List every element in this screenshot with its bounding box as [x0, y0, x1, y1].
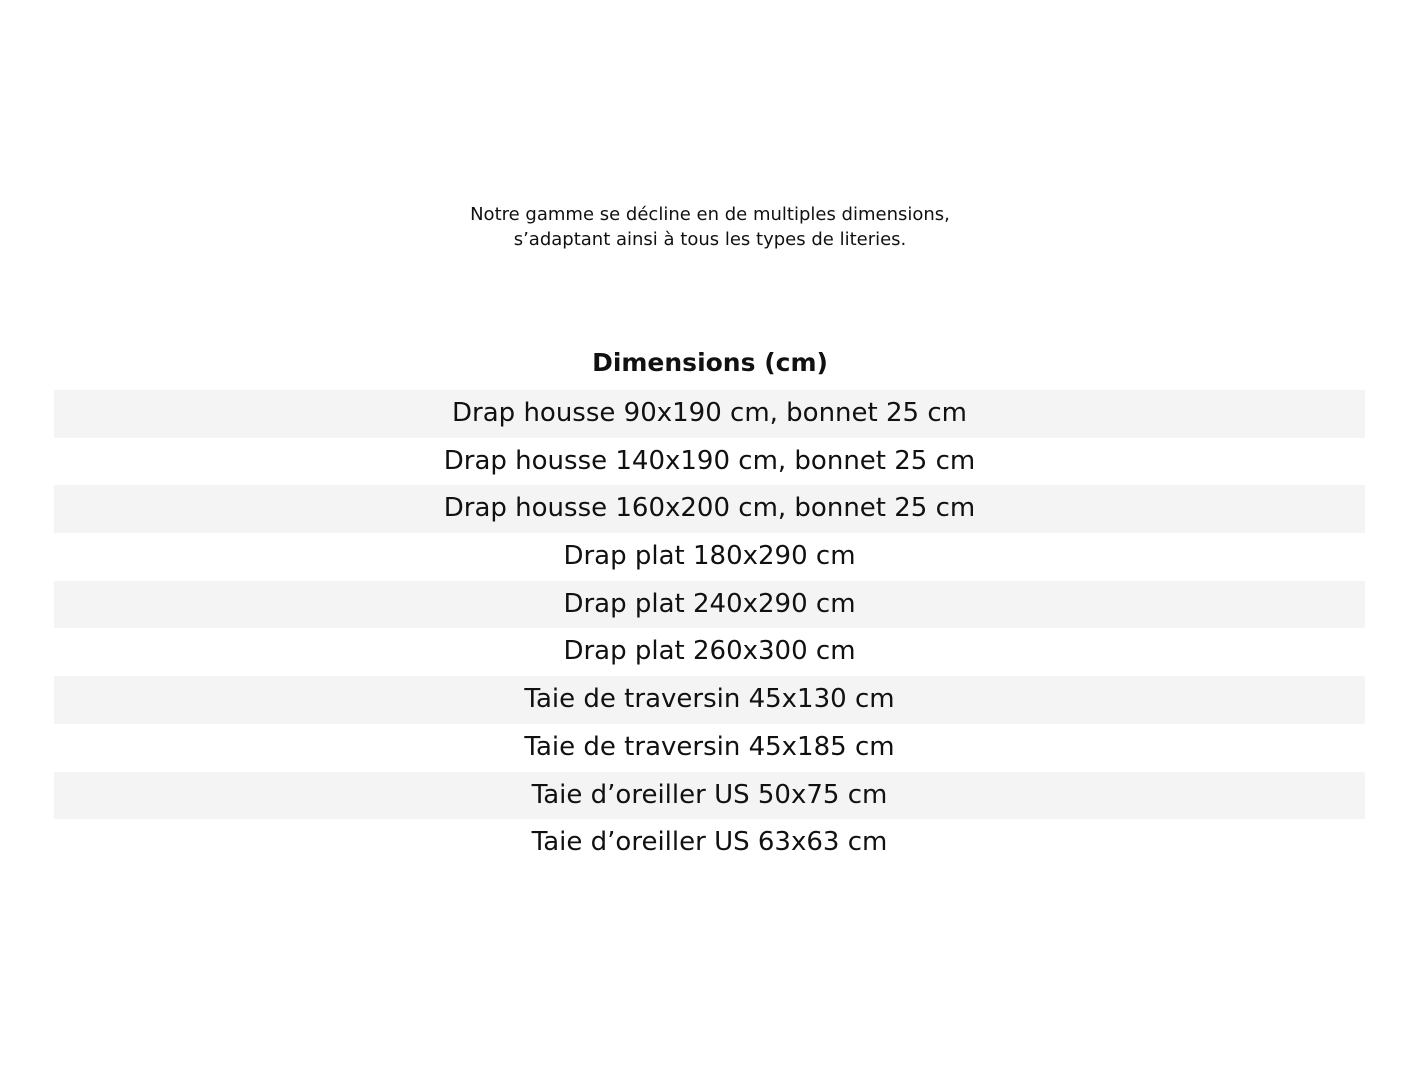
dimension-row: Taie de traversin 45x130 cm — [54, 676, 1365, 724]
intro-text — [0, 202, 1420, 252]
dimensions-table — [54, 390, 1365, 867]
dimension-row: Taie d’oreiller US 50x75 cm — [54, 772, 1365, 820]
dimension-row: Taie d’oreiller US 63x63 cm — [531, 827, 888, 858]
dimension-row: Taie de traversin 45x185 cm — [524, 731, 895, 762]
dimensions-title: Dimensions (cm) — [592, 348, 828, 377]
dimension-row: Drap housse 160x200 cm, bonnet 25 cm — [54, 485, 1365, 533]
dimension-row: Drap plat 260x300 cm — [563, 636, 856, 667]
dimension-row: Drap plat 180x290 cm — [563, 541, 856, 572]
dimension-row: Drap housse 90x190 cm, bonnet 25 cm — [54, 390, 1365, 438]
intro-line-2: s’adaptant ainsi à tous les types de literies. — [513, 229, 907, 250]
intro-line-1: Notre gamme se décline en de multiples dimensions, — [470, 204, 950, 225]
dimension-row: Drap plat 240x290 cm — [54, 581, 1365, 629]
dimension-row: Drap housse 140x190 cm, bonnet 25 cm — [443, 445, 976, 476]
